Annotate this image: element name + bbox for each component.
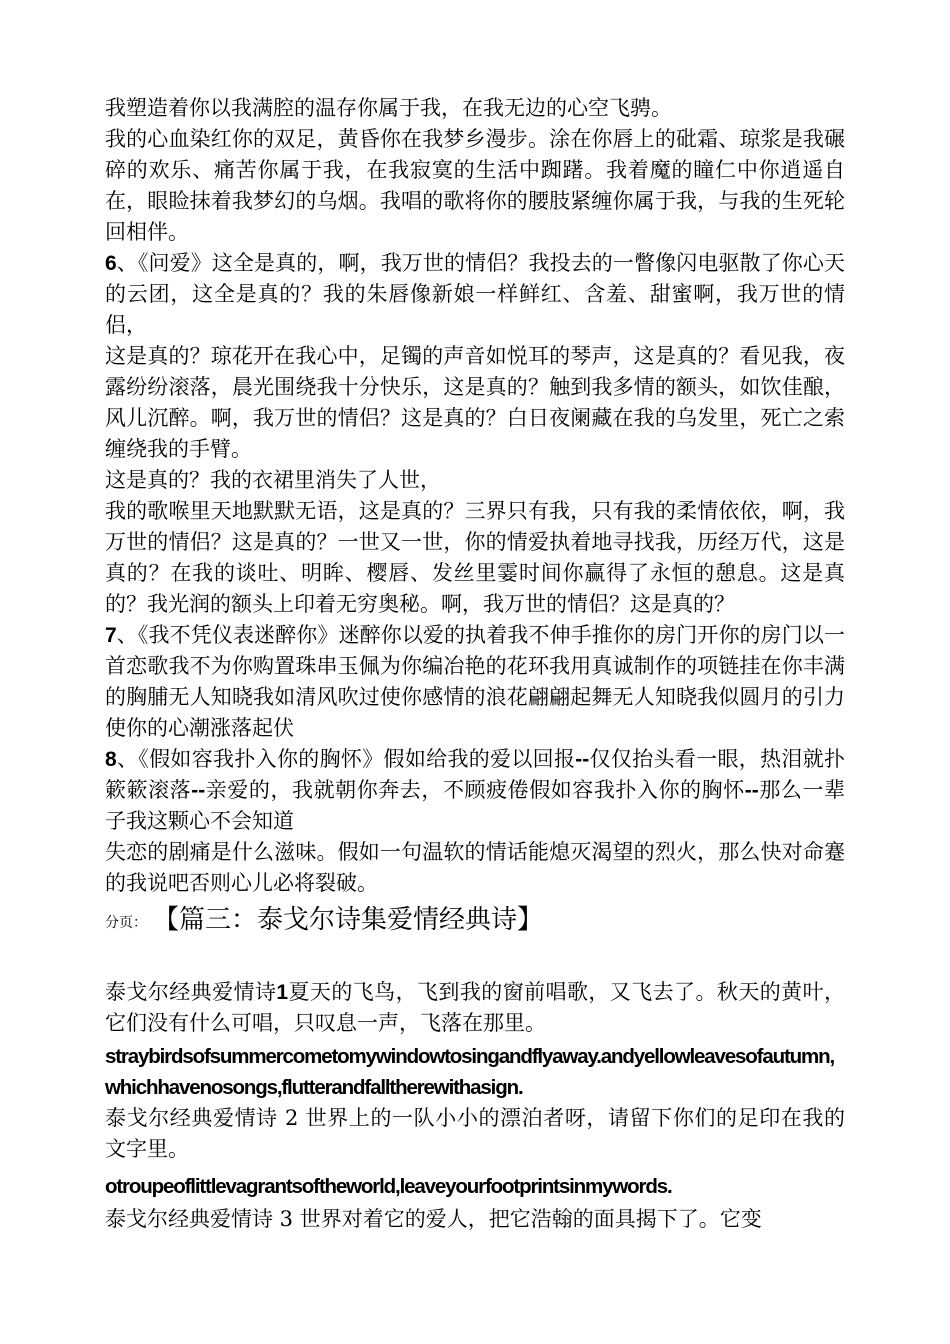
poem-8-dash-1: -- xyxy=(575,748,590,771)
tagore-poem-3: 泰戈尔经典爱情诗 3 世界对着它的爱人，把它浩翰的面具揭下了。它变 xyxy=(105,1207,762,1231)
poem-number-7: 7 xyxy=(105,624,117,647)
paragraph-6: 我的歌喉里天地默默无语，这是真的？三界只有我，只有我的柔情依依，啊，我万世的情侣？这是真的？一世又一世，你的情爱执着地寻找我，历经万代，这是真的？在我的谈吐、明眸、樱唇、发丝里霎时间你赢得了永恒的憩息。这是真的？我光润的额头上印着无穷奥秘。啊，我万世的情侣？这是真的？ xyxy=(105,499,845,616)
paragraph-4: 这是真的？琼花开在我心中，足镯的声音如悦耳的琴声，这是真的？看见我，夜露纷纷滚落，晨光围绕我十分快乐，这是真的？触到我多情的额头，如饮佳酿，风儿沉醉。啊，我万世的情侣？这是真的？白日夜阑藏在我的乌发里，死亡之索缠绕我的手臂。 xyxy=(105,344,845,461)
tagore-poem-2-english: otroupeoflittlevagrantsoftheworld,leaveyourfootprintsinmywords. xyxy=(105,1175,672,1198)
poem-8-paragraph xyxy=(105,744,845,837)
poem-8-text-b: 仅仅抬头看一眼，热泪就扑簌簌滚落 xyxy=(105,747,846,802)
paragraph-9: 失恋的剧痛是什么滋味。假如一句温软的情话能熄灭渴望的烈火，那么快对命蹇的我说吧否则心儿必将裂破。 xyxy=(105,840,845,895)
poem-8-text-d: 那么一辈子我这颗心不会知道 xyxy=(105,778,846,833)
document-page xyxy=(105,93,845,1235)
poem-8-dash-3: -- xyxy=(744,779,759,802)
poem-6-text: 、《问爱》这全是真的，啊，我万世的情侣？我投去的一瞥像闪电驱散了你心天的云团，这全是真的？我的朱唇像新娘一样鲜红、含羞、甜蜜啊，我万世的情侣， xyxy=(105,251,845,337)
poem-8-text-c: 亲爱的，我就朝你奔去，不顾疲倦假如容我扑入你的胸怀 xyxy=(205,778,745,802)
paragraph-5: 这是真的？我的衣裙里消失了人世， xyxy=(105,468,441,492)
poem-8-text-a: 、《假如容我扑入你的胸怀》假如给我的爱以回报 xyxy=(116,747,576,771)
tagore-poem-1-english: straybirdsofsummercometomywindowtosingandflyaway.andyellowleavesofautumn,whichhavenosongs,flutterandfalltherewithasign. xyxy=(105,1045,835,1099)
tagore-poem-2: 泰戈尔经典爱情诗 2 世界上的一队小小的漂泊者呀，请留下你们的足印在我的文字里。 xyxy=(105,1106,845,1161)
section-prefix: 分页： xyxy=(105,915,147,931)
poem-number-8: 8 xyxy=(105,748,117,771)
poem-number-6: 6 xyxy=(105,252,117,275)
tagore-poem-1-number: 1 xyxy=(276,981,289,1004)
section-title: 【篇三：泰戈尔诗集爱情经典诗】 xyxy=(153,905,544,935)
poem-8-dash-2: -- xyxy=(191,779,206,802)
poem-6-paragraph xyxy=(105,248,845,341)
tagore-poem-1-prefix: 泰戈尔经典爱情诗 xyxy=(105,980,277,1004)
paragraph-1: 我塑造着你以我满腔的温存你属于我，在我无边的心空飞骋。 xyxy=(105,96,672,120)
paragraph-2: 我的心血染红你的双足，黄昏你在我梦乡漫步。涂在你唇上的砒霜、琼浆是我碾碎的欢乐、痛苦你属于我，在我寂寞的生活中踟躇。我着魔的瞳仁中你逍遥自在，眼睑抹着我梦幻的乌烟。我唱的歌将你的腰肢紧缠你属于我，与我的生死轮回相伴。 xyxy=(105,127,845,244)
section-spacer xyxy=(105,937,845,977)
poem-7-paragraph xyxy=(105,620,845,744)
section-heading xyxy=(105,901,845,937)
tagore-poem-1-text: 夏天的飞鸟，飞到我的窗前唱歌，又飞去了。秋天的黄叶，它们没有什么可唱，只叹息一声，飞落在那里。 xyxy=(105,980,846,1035)
tagore-poem-1 xyxy=(105,977,845,1039)
poem-7-text: 、《我不凭仪表迷醉你》迷醉你以爱的执着我不伸手推你的房门开你的房门以一首恋歌我不为你购置珠串玉佩为你编冶艳的花环我用真诚制作的项链挂在你丰满的胸脯无人知晓我如清风吹过使你感情的浪花翩翩起舞无人知晓我似圆月的引力使你的心潮涨落起伏 xyxy=(105,623,845,740)
